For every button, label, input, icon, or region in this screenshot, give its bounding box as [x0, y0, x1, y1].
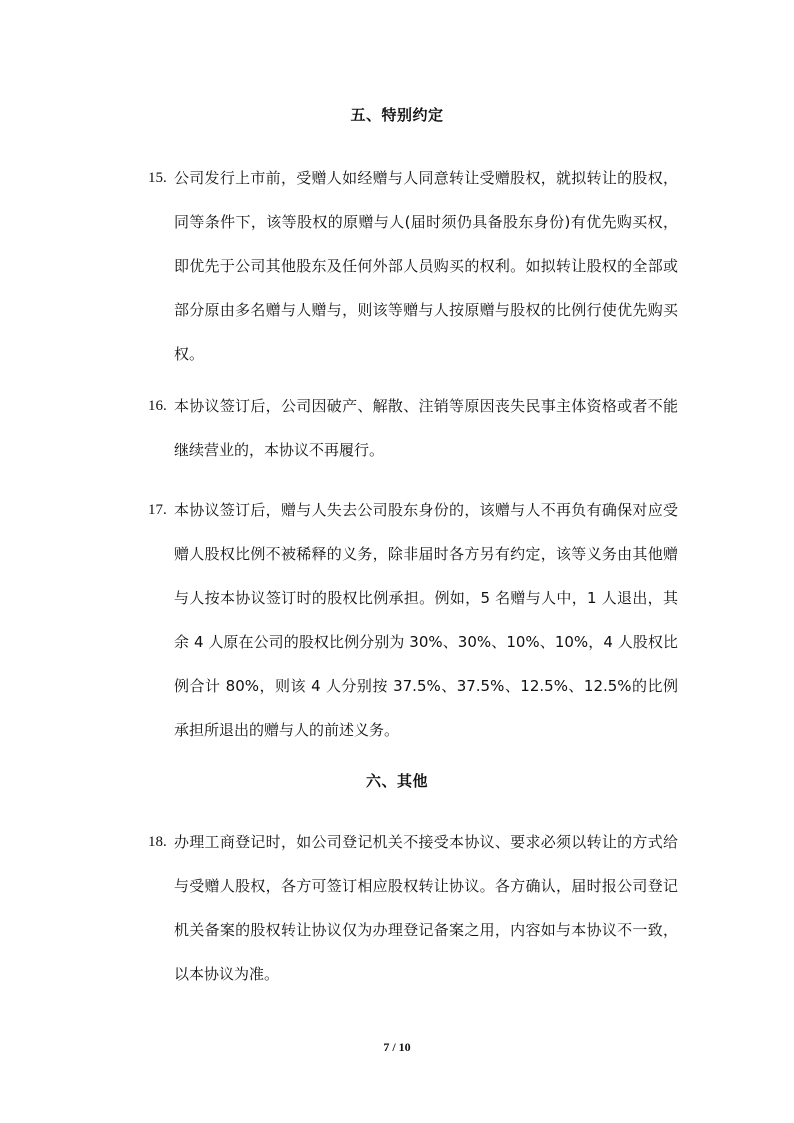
- clause-text: 本协议签订后，赠与人失去公司股东身份的，该赠与人不再负有确保对应受赠人股权比例不被稀释的义务，除非届时各方另有约定，该等义务由其他赠与人按本协议签订时的股权比例承担。例如，5 名赠与人中，1 人退出，其余 4 人原在公司的股权比例分别为 30%、30%、10%、10%，4 人股权比例合计 80%，则该 4 人分别按 37.5%、37.5%、12.5%、12.5%的比例承担所退出的赠与人的前述义务。: [174, 501, 678, 739]
- section-title-other: 六、其他: [365, 772, 428, 790]
- clause-text: 办理工商登记时，如公司登记机关不接受本协议、要求必须以转让的方式给与受赠人股权，各方可签订相应股权转让协议。各方确认，届时报公司登记机关备案的股权转让协议仅为办理登记备案之用，内容如与本协议不一致，以本协议为准。: [174, 833, 678, 983]
- clause-number: 16.: [148, 398, 167, 414]
- clause-15: [148, 156, 678, 376]
- clause-18: [148, 820, 678, 996]
- clause-text: 公司发行上市前，受赠人如经赠与人同意转让受赠股权，就拟转让的股权，同等条件下，该等股权的原赠与人(届时须仍具备股东身份)有优先购买权，即优先于公司其他股东及任何外部人员购买的权利。如拟转让股权的全部或部分原由多名赠与人赠与，则该等赠与人按原赠与股权的比例行使优先购买权。: [174, 169, 678, 363]
- clause-text: 本协议签订后，公司因破产、解散、注销等原因丧失民事主体资格或者不能继续营业的，本协议不再履行。: [174, 397, 678, 459]
- clause-number: 18.: [148, 834, 167, 850]
- clause-16: [148, 384, 678, 472]
- clause-number: 15.: [148, 170, 167, 186]
- clause-number: 17.: [148, 502, 167, 518]
- clause-17: [148, 488, 678, 752]
- section-title-special-terms: 五、特别约定: [350, 106, 444, 124]
- page-number: 7 / 10: [383, 1040, 411, 1054]
